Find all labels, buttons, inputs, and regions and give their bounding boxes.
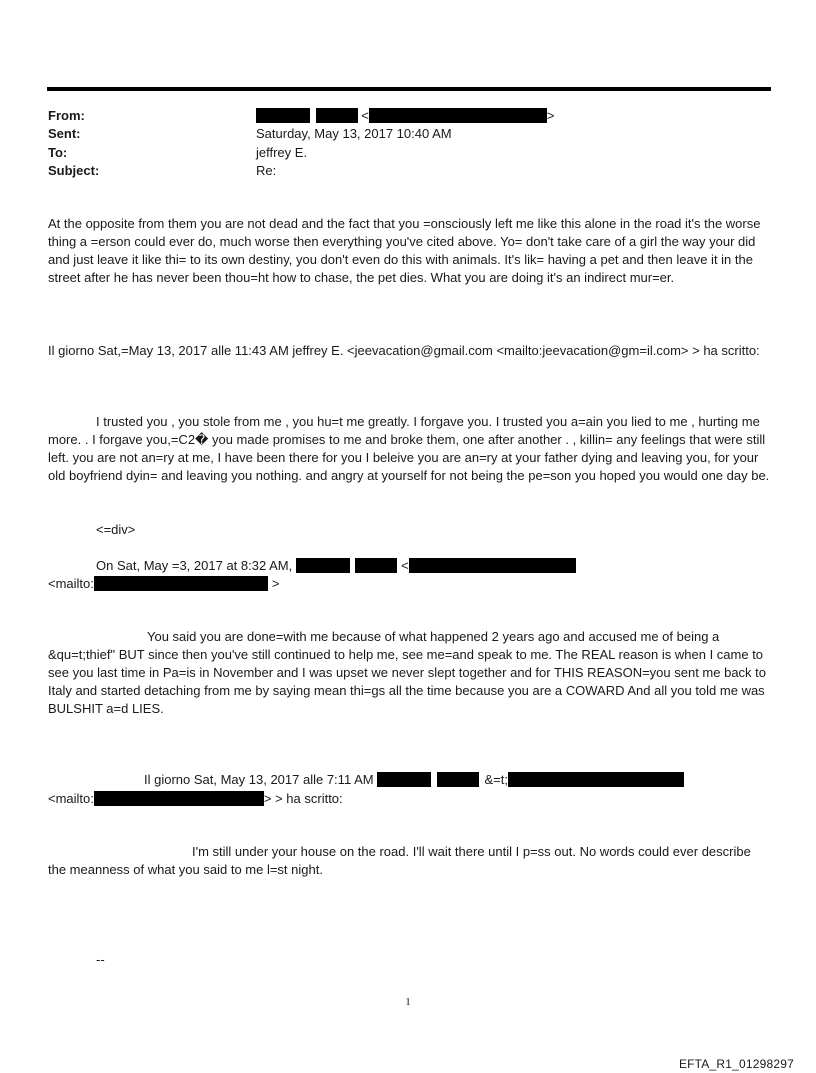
mailto-suffix: > > ha scritto: [263, 791, 343, 806]
mailto-gt: > [271, 576, 280, 591]
mailto-label: <mailto: [48, 576, 94, 591]
from-value [256, 108, 554, 124]
from-lt: < [361, 108, 369, 123]
body-paragraph: You said you are done=with me because of what happened 2 years ago and accused me of being a &qu=t;thief" BUT since then you've still continued to help me, see me=and speak to me. The REAL reason is when I came to see you last time in Pa=is in November and I was upset we never slept together and for THIS REASON=you sent me back to Italy and started detaching from me by saying mean thi=gs all the time because you are a COWARD And all you told me was BULSHIT a=d LIES. [48, 629, 767, 716]
body-paragraph: I trusted you , you stole from me , you hu=t me greatly. I forgave you. I trusted you a=ain you lied to me , hurting me more. . I forgave you,=C2� you made promises to me and broke them, one after another . , killin= any feelings that were still left. you are not an=ry at me, I have been there for you I beleive you are an=ry at your father dying and leaving you, for your old boyfriend dyin= and leaving you nothing. and angry at yourself for not being the pe=son you hoped you would one day be. [48, 414, 770, 483]
redaction-block [369, 108, 547, 123]
redaction-block [409, 558, 576, 573]
top-divider [47, 87, 771, 91]
sent-value: Saturday, May 13, 2017 10:40 AM [256, 126, 452, 141]
redaction-block [94, 791, 264, 806]
body-paragraph: I'm still under your house on the road. I'll wait there until I p=ss out. No words could ever describe the meanness of what you said to me l=st night. [48, 844, 751, 877]
signature-dashes: -- [96, 952, 105, 967]
redaction-block [437, 772, 479, 787]
quote-date: On Sat, May =3, 2017 at 8:32 AM, [96, 558, 293, 573]
to-label: To: [48, 145, 68, 160]
div-tag-text: <=div> [96, 522, 136, 537]
quote-lt: < [401, 558, 409, 573]
redaction-block [316, 108, 358, 123]
mailto-label: <mailto: [48, 791, 94, 806]
quote-header: Il giorno Sat,=May 13, 2017 alle 11:43 AM jeffrey E. <jeevacation@gmail.com <mailto:jeevacation@gm=il.com> > ha scritto: [48, 343, 760, 358]
body-paragraph: At the opposite from them you are not dead and the fact that you =onsciously left me like this alone in the road it's the worse thing a =erson could ever do, much worse then everything you've cited above. Yo= don't take care of a girl the way your did and just leave it like thi= to its own destiny, you don't even do this with animals. It's lik= having a pet and then leave it in the street after he has never been thou=ht how to chase, the pet dies. What you are doing it's an indirect mur=er. [48, 216, 761, 285]
mailto-line [48, 575, 279, 593]
quote-header [96, 557, 576, 575]
to-value: jeffrey E. [256, 145, 308, 160]
subject-label: Subject: [48, 163, 100, 178]
from-gt: > [546, 108, 555, 123]
subject-value: Re: [256, 163, 277, 178]
redaction-block [256, 108, 310, 123]
from-label: From: [48, 108, 85, 123]
document-id: EFTA_R1_01298297 [678, 1057, 794, 1071]
quote-lt: &=t; [484, 772, 508, 787]
redaction-block [296, 558, 350, 573]
redaction-block [508, 772, 684, 787]
quote-date: Il giorno Sat, May 13, 2017 alle 7:11 AM [144, 772, 374, 787]
redaction-block [377, 772, 431, 787]
page-number: 1 [405, 996, 411, 1008]
redaction-block [355, 558, 397, 573]
quote-header [144, 771, 684, 789]
sent-label: Sent: [48, 126, 81, 141]
redaction-block [94, 576, 268, 591]
mailto-line [48, 790, 343, 808]
